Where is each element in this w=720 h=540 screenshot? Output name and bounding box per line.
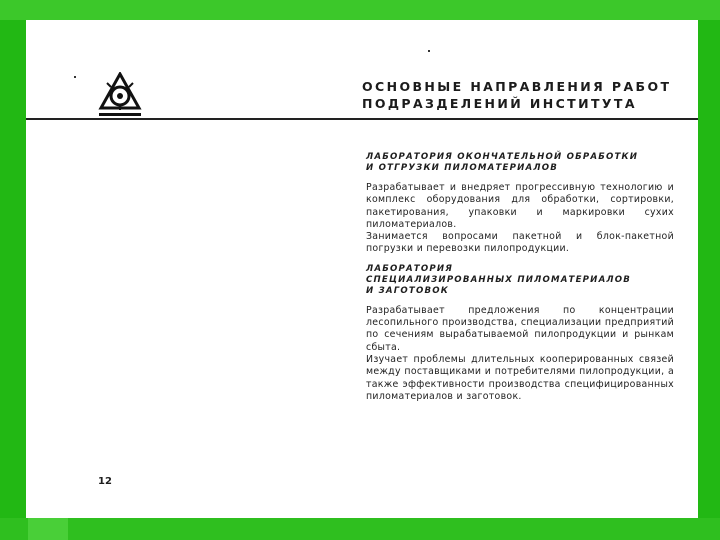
section-finishing-lab [366, 152, 674, 256]
page-number: 12 [98, 476, 112, 487]
background-stripe [28, 518, 68, 540]
heading-rule [26, 118, 698, 120]
section-paragraph: Разрабатывает предложения по концентрации лесопильного производства, специализации предприятий по сечениям вырабатываемой пилопродукции и рынкам сбыта. [366, 304, 674, 353]
institute-emblem-icon [98, 72, 142, 124]
scan-speck [428, 50, 430, 52]
content-column [366, 152, 674, 411]
background-band-top [0, 0, 720, 20]
section-paragraph: Занимается вопросами пакетной и блок-пакетной погрузки и перевозки пилопродукции. [366, 231, 674, 255]
scan-speck [74, 76, 76, 78]
section-title: ЛАБОРАТОРИЯ ОКОНЧАТЕЛЬНОЙ ОБРАБОТКИ И ОТГРУЗКИ ПИЛОМАТЕРИАЛОВ [366, 152, 639, 173]
section-specialized-lab [366, 264, 674, 403]
heading-line-1: ОСНОВНЫЕ НАПРАВЛЕНИЯ РАБОТ [362, 79, 672, 94]
background-band-bottom [0, 518, 720, 540]
section-title: ЛАБОРАТОРИЯ СПЕЦИАЛИЗИРОВАННЫХ ПИЛОМАТЕРИАЛОВ И ЗАГОТОВОК [366, 263, 632, 296]
section-paragraph: Изучает проблемы длительных кооперированных связей между поставщиками и потребителями пилопродукции, а также эффективности производства специфицированных пиломатериалов и заготовок. [366, 353, 674, 402]
document-page [26, 20, 698, 518]
heading-line-2: ПОДРАЗДЕЛЕНИЙ ИНСТИТУТА [362, 96, 637, 111]
page-heading [362, 78, 671, 112]
section-paragraph: Разрабатывает и внедряет прогрессивную технологию и комплекс оборудования для обработки, сортировки, пакетирования, упаковки и маркировки сухих пиломатериалов. [366, 182, 674, 230]
